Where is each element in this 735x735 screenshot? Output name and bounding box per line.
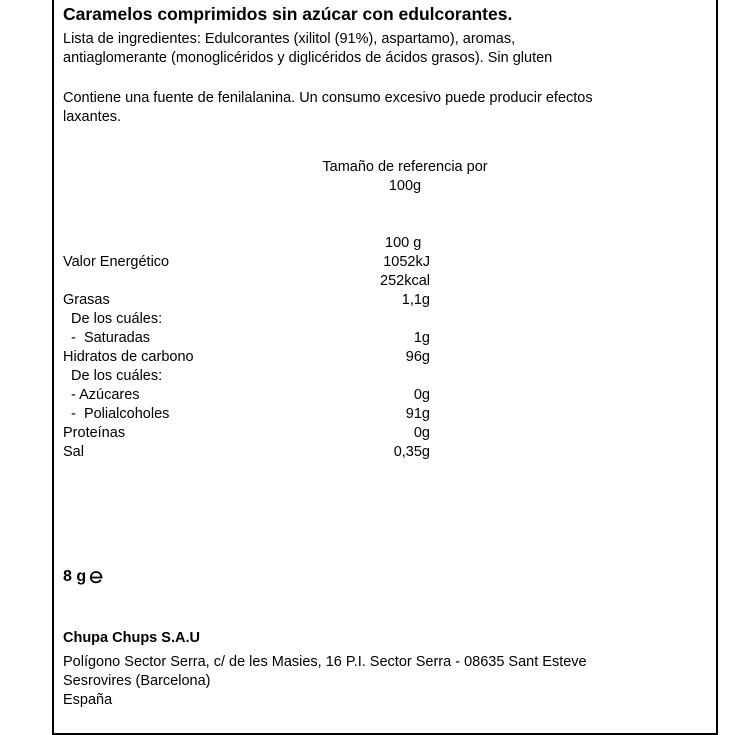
energy-kj-value: 1052kJ <box>383 254 430 270</box>
reference-size-header <box>300 158 510 196</box>
nutrient-value: 1g <box>413 330 430 346</box>
nutrient-label: De los cuáles: <box>63 368 163 384</box>
company-address <box>63 653 587 710</box>
nutrient-value: 1,1g <box>401 292 430 308</box>
nutrient-value: 0g <box>413 387 430 403</box>
nutrient-value: 0,35g <box>393 444 430 460</box>
company-name: Chupa Chups S.A.U <box>63 630 200 646</box>
energy-label: Valor Energético <box>63 254 170 270</box>
reference-line-2: 100g <box>388 178 422 194</box>
net-weight-value: 8 g <box>63 568 87 585</box>
warning-line-2: laxantes. <box>63 109 122 125</box>
net-weight <box>63 568 104 586</box>
estimated-e-icon <box>88 569 104 585</box>
ingredients-line-2: antiaglomerante (monoglicéridos y diglicéridos de ácidos grasos). Sin gluten <box>63 50 553 66</box>
address-country: España <box>63 692 113 708</box>
nutrient-value: 96g <box>405 349 430 365</box>
column-header-100g: 100 g <box>385 235 422 251</box>
nutrient-label: - Saturadas <box>63 330 151 346</box>
product-title: Caramelos comprimidos sin azúcar con edulcorantes. <box>63 4 513 24</box>
nutrient-label: Hidratos de carbono <box>63 349 194 365</box>
ingredients-list <box>63 30 552 68</box>
nutrient-label: - Polialcoholes <box>63 406 170 422</box>
warning-line-1: Contiene una fuente de fenilalanina. Un consumo excesivo puede producir efectos <box>63 90 593 106</box>
nutrient-value: 91g <box>405 406 430 422</box>
address-line-2: Sesrovires (Barcelona) <box>63 673 211 689</box>
nutrient-label: Proteínas <box>63 425 126 441</box>
nutrient-value: 0g <box>413 425 430 441</box>
energy-kcal-value: 252kcal <box>380 273 430 289</box>
address-line-1: Polígono Sector Serra, c/ de les Masies, 16 P.I. Sector Serra - 08635 Sant Esteve <box>63 654 587 670</box>
nutrient-label: - Azúcares <box>63 387 140 403</box>
ingredients-line-1: Lista de ingredientes: Edulcorantes (xilitol (91%), aspartamo), aromas, <box>63 31 516 47</box>
phenylalanine-warning <box>63 89 593 127</box>
reference-line-1: Tamaño de referencia por <box>322 159 488 175</box>
nutrient-label: Sal <box>63 444 84 460</box>
nutrient-label: Grasas <box>63 292 110 308</box>
nutrient-label: De los cuáles: <box>63 311 163 327</box>
